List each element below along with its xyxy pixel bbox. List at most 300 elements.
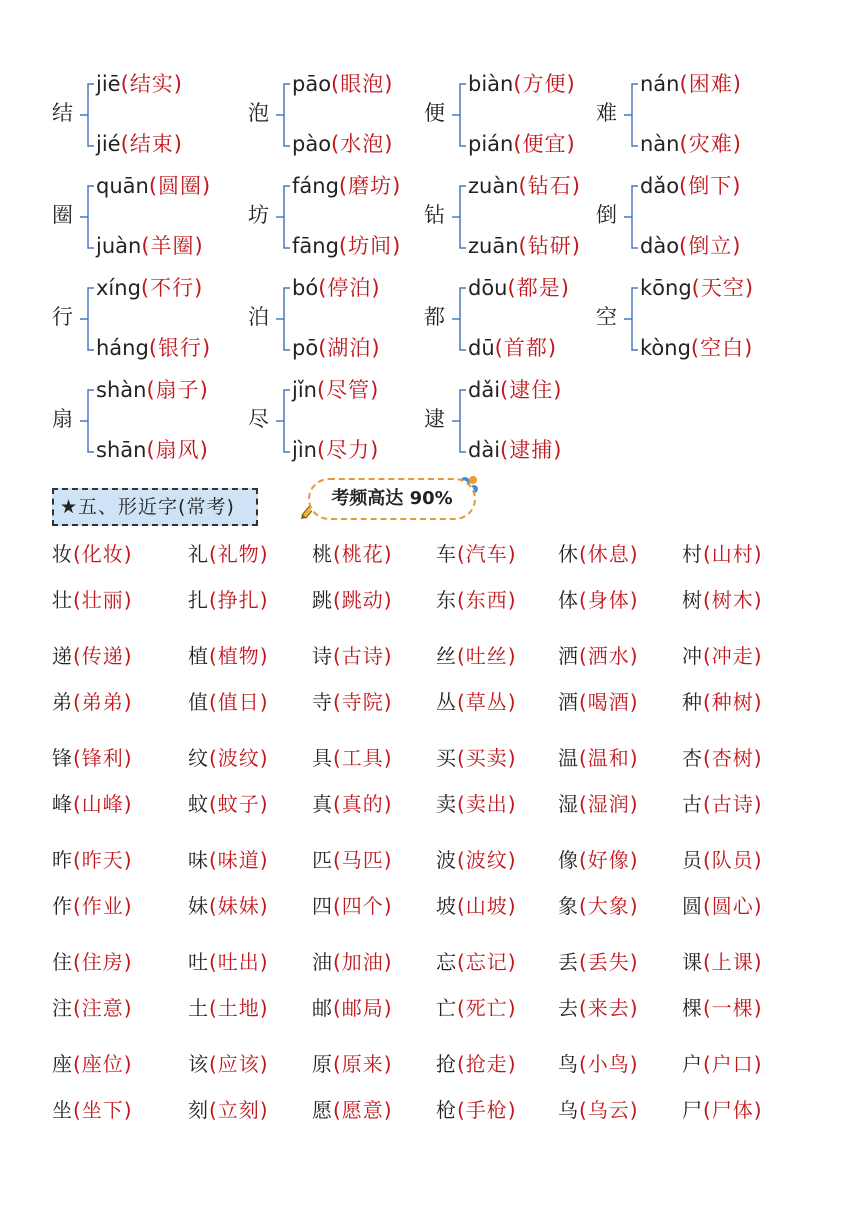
example-word: (汽车) (457, 542, 517, 566)
example-word: (结束) (120, 132, 183, 156)
example-word: (愿意) (333, 1098, 393, 1122)
example-word: (妹妹) (209, 894, 269, 918)
example-word: (植物) (209, 644, 269, 668)
similar-char-item (558, 1048, 639, 1077)
example-word: (杏树) (703, 746, 763, 770)
reading (468, 172, 581, 200)
example-word: (化妆) (73, 542, 133, 566)
similar-char-item (52, 890, 133, 919)
example-word: (圆圈) (148, 174, 212, 198)
reading (640, 232, 741, 260)
similar-char-item (312, 946, 393, 975)
reading (292, 334, 381, 362)
similar-char: 湿 (558, 792, 579, 816)
example-word: (波纹) (209, 746, 269, 770)
example-word: (邮局) (333, 996, 393, 1020)
reading (468, 274, 570, 302)
example-word: (桃花) (333, 542, 393, 566)
example-word: (逮捕) (500, 438, 563, 462)
pinyin: kōng (640, 276, 692, 300)
reading (96, 334, 211, 362)
pinyin: dài (468, 438, 501, 462)
similar-char: 坡 (436, 894, 457, 918)
similar-char: 该 (188, 1052, 209, 1076)
similar-char: 树 (682, 588, 703, 612)
polyphone-char: 扇 (52, 407, 73, 431)
similar-char: 丢 (558, 950, 579, 974)
example-word: (首都) (494, 336, 558, 360)
similar-char: 油 (312, 950, 333, 974)
polyphone-char: 逮 (424, 407, 445, 431)
example-word: (死亡) (457, 996, 517, 1020)
similar-char-item (558, 844, 639, 873)
similar-char-item (682, 1048, 763, 1077)
polyphone-group (52, 68, 242, 158)
polyphone-char: 坊 (248, 203, 269, 227)
example-word: (值日) (209, 690, 269, 714)
similar-char-item (312, 686, 393, 715)
similar-char-item (52, 946, 133, 975)
example-word: (寺院) (333, 690, 393, 714)
example-word: (工具) (333, 746, 393, 770)
similar-char: 洒 (558, 644, 579, 668)
example-word: (水泡) (331, 132, 394, 156)
similar-char-item (188, 992, 269, 1021)
similar-char: 棵 (682, 996, 703, 1020)
example-word: (不行) (140, 276, 204, 300)
similar-char-item (682, 844, 763, 873)
similar-char-item (312, 788, 393, 817)
bracket-icon (270, 374, 292, 464)
example-word: (扇子) (146, 378, 209, 402)
polyphone-char: 便 (424, 101, 445, 125)
polyphone-group (424, 68, 614, 158)
similar-char-item (188, 1048, 269, 1077)
example-word: (倒立) (679, 234, 742, 258)
example-word: (休息) (579, 542, 639, 566)
similar-char: 乌 (558, 1098, 579, 1122)
example-word: (尸体) (703, 1098, 763, 1122)
similar-char-item (436, 1048, 517, 1077)
example-word: (便宜) (513, 132, 576, 156)
pinyin: dǎi (468, 378, 501, 402)
pinyin: jìn (292, 438, 317, 462)
example-word: (山坡) (457, 894, 517, 918)
example-word: (上课) (703, 950, 763, 974)
polyphone-group (424, 272, 614, 362)
bracket-icon (618, 272, 640, 362)
reading (640, 334, 753, 362)
similar-char-item (52, 1094, 133, 1123)
example-word: (队员) (703, 848, 763, 872)
example-word: (昨天) (73, 848, 133, 872)
example-word: (湿润) (579, 792, 639, 816)
similar-char: 峰 (52, 792, 73, 816)
pinyin: pào (292, 132, 332, 156)
similar-char-item (558, 640, 639, 669)
similar-char: 吐 (188, 950, 209, 974)
similar-char-item (312, 584, 393, 613)
exam-frequency-badge: 考频高达 90% (308, 478, 476, 520)
polyphone-group (248, 68, 438, 158)
similar-char-item (188, 844, 269, 873)
similar-char: 诗 (312, 644, 333, 668)
example-word: (空白) (690, 336, 754, 360)
similar-char: 礼 (188, 542, 209, 566)
example-word: (钻石) (518, 174, 581, 198)
similar-char-item (558, 946, 639, 975)
similar-char: 户 (682, 1052, 703, 1076)
polyphone-char: 都 (424, 305, 445, 329)
reading (468, 376, 562, 404)
similar-char: 酒 (558, 690, 579, 714)
example-word: (湖泊) (318, 336, 381, 360)
similar-char: 跳 (312, 588, 333, 612)
polyphone-char: 难 (596, 101, 617, 125)
similar-char: 纹 (188, 746, 209, 770)
bracket-icon (270, 68, 292, 158)
polyphone-group (596, 170, 786, 260)
reading (96, 232, 204, 260)
example-word: (山峰) (73, 792, 133, 816)
pinyin: kòng (640, 336, 691, 360)
reading (292, 436, 379, 464)
similar-char: 蚊 (188, 792, 209, 816)
reading (292, 232, 401, 260)
similar-char-item (682, 742, 763, 771)
pinyin: pāo (292, 72, 332, 96)
reading (292, 376, 379, 404)
similar-char-item (436, 946, 517, 975)
example-word: (天空) (691, 276, 755, 300)
pinyin: jiē (96, 72, 121, 96)
similar-char: 坐 (52, 1098, 73, 1122)
similar-char: 古 (682, 792, 703, 816)
pinyin: fáng (292, 174, 339, 198)
similar-char: 东 (436, 588, 457, 612)
similar-char-item (312, 992, 393, 1021)
similar-char: 杏 (682, 746, 703, 770)
pinyin: pō (292, 336, 319, 360)
example-word: (手枪) (457, 1098, 517, 1122)
bracket-icon (74, 68, 96, 158)
pinyin: biàn (468, 72, 514, 96)
similar-char: 丝 (436, 644, 457, 668)
example-word: (坊间) (338, 234, 402, 258)
pinyin: zuàn (468, 174, 519, 198)
example-word: (圆心) (703, 894, 763, 918)
similar-char-item (312, 640, 393, 669)
similar-char-item (188, 538, 269, 567)
similar-char-item (558, 686, 639, 715)
similar-char: 休 (558, 542, 579, 566)
example-word: (加油) (333, 950, 393, 974)
example-word: (吐出) (209, 950, 269, 974)
example-word: (一棵) (703, 996, 763, 1020)
pinyin: háng (96, 336, 149, 360)
similar-char: 土 (188, 996, 209, 1020)
polyphone-char: 泡 (248, 101, 269, 125)
similar-char: 妹 (188, 894, 209, 918)
bracket-icon (74, 170, 96, 260)
pinyin: shān (96, 438, 147, 462)
similar-char: 寺 (312, 690, 333, 714)
similar-char-item (52, 538, 133, 567)
example-word: (四个) (333, 894, 393, 918)
similar-char: 锋 (52, 746, 73, 770)
example-word: (古诗) (333, 644, 393, 668)
example-word: (住房) (73, 950, 133, 974)
similar-char-item (52, 686, 133, 715)
similar-char: 课 (682, 950, 703, 974)
reading (292, 130, 393, 158)
bracket-icon (270, 272, 292, 362)
similar-char-item (682, 686, 763, 715)
example-word: (乌云) (579, 1098, 639, 1122)
reading (468, 334, 557, 362)
example-word: (坐下) (73, 1098, 133, 1122)
example-word: (户口) (703, 1052, 763, 1076)
similar-char: 值 (188, 690, 209, 714)
example-word: (古诗) (703, 792, 763, 816)
example-word: (冲走) (703, 644, 763, 668)
example-word: (好像) (579, 848, 639, 872)
example-word: (注意) (73, 996, 133, 1020)
similar-char: 卖 (436, 792, 457, 816)
similar-char: 注 (52, 996, 73, 1020)
bracket-icon (446, 68, 468, 158)
similar-char: 刻 (188, 1098, 209, 1122)
example-word: (结实) (120, 72, 183, 96)
similar-char-item (52, 992, 133, 1021)
example-word: (扇风) (146, 438, 209, 462)
reading (468, 436, 562, 464)
pinyin: fāng (292, 234, 339, 258)
similar-char-item (312, 742, 393, 771)
example-word: (土地) (209, 996, 269, 1020)
similar-char-item (188, 584, 269, 613)
example-word: (壮丽) (73, 588, 133, 612)
similar-char-item (312, 844, 393, 873)
similar-char: 体 (558, 588, 579, 612)
pinyin: nàn (640, 132, 680, 156)
polyphone-group (596, 272, 786, 362)
polyphone-char: 泊 (248, 305, 269, 329)
similar-char-item (558, 992, 639, 1021)
similar-char: 递 (52, 644, 73, 668)
example-word: (身体) (579, 588, 639, 612)
similar-char: 座 (52, 1052, 73, 1076)
example-word: (礼物) (209, 542, 269, 566)
similar-char: 四 (312, 894, 333, 918)
similar-char-item (188, 686, 269, 715)
example-word: (弟弟) (73, 690, 133, 714)
similar-char: 匹 (312, 848, 333, 872)
similar-char-item (436, 844, 517, 873)
pinyin: nán (640, 72, 680, 96)
similar-char: 鸟 (558, 1052, 579, 1076)
example-word: (真的) (333, 792, 393, 816)
similar-char-item (52, 742, 133, 771)
similar-char-item (188, 788, 269, 817)
similar-char-item (682, 584, 763, 613)
similar-char-item (682, 1094, 763, 1123)
example-word: (马匹) (333, 848, 393, 872)
similar-char: 波 (436, 848, 457, 872)
example-word: (草丛) (457, 690, 517, 714)
similar-char: 妆 (52, 542, 73, 566)
similar-char-item (188, 1094, 269, 1123)
similar-char: 植 (188, 644, 209, 668)
similar-char: 员 (682, 848, 703, 872)
reading (96, 70, 183, 98)
similar-char: 桃 (312, 542, 333, 566)
similar-char: 枪 (436, 1098, 457, 1122)
similar-char-item (188, 640, 269, 669)
similar-char: 尸 (682, 1098, 703, 1122)
reading (292, 70, 393, 98)
example-word: (倒下) (679, 174, 742, 198)
similar-char: 忘 (436, 950, 457, 974)
reading (640, 70, 742, 98)
similar-char: 邮 (312, 996, 333, 1020)
example-word: (丢失) (579, 950, 639, 974)
polyphone-char: 尽 (248, 407, 269, 431)
pinyin: shàn (96, 378, 147, 402)
similar-char: 原 (312, 1052, 333, 1076)
example-word: (磨坊) (338, 174, 402, 198)
polyphone-group (248, 374, 438, 464)
example-word: (停泊) (318, 276, 381, 300)
pinyin: dū (468, 336, 495, 360)
reading (468, 232, 581, 260)
reading (468, 130, 576, 158)
polyphone-char: 行 (52, 305, 73, 329)
bracket-icon (446, 170, 468, 260)
polyphone-group (248, 272, 438, 362)
pinyin: dǎo (640, 174, 680, 198)
bracket-icon (74, 272, 96, 362)
polyphone-group (424, 170, 614, 260)
similar-char-item (436, 742, 517, 771)
bracket-icon (270, 170, 292, 260)
pinyin: dōu (468, 276, 508, 300)
similar-char: 作 (52, 894, 73, 918)
similar-char: 圆 (682, 894, 703, 918)
pinyin: xíng (96, 276, 141, 300)
similar-char: 壮 (52, 588, 73, 612)
similar-char-item (188, 890, 269, 919)
example-word: (波纹) (457, 848, 517, 872)
reading (640, 130, 742, 158)
example-word: (跳动) (333, 588, 393, 612)
similar-char-item (52, 1048, 133, 1077)
example-word: (羊圈) (141, 234, 204, 258)
similar-char-item (558, 538, 639, 567)
similar-char: 温 (558, 746, 579, 770)
pinyin: jǐn (292, 378, 317, 402)
reading (292, 172, 401, 200)
example-word: (应该) (209, 1052, 269, 1076)
similar-char: 丛 (436, 690, 457, 714)
similar-char-item (436, 538, 517, 567)
example-word: (温和) (579, 746, 639, 770)
example-word: (喝酒) (579, 690, 639, 714)
similar-char: 弟 (52, 690, 73, 714)
similar-char: 扎 (188, 588, 209, 612)
similar-char-item (682, 640, 763, 669)
example-word: (蚊子) (209, 792, 269, 816)
similar-char-item (436, 640, 517, 669)
similar-char-item (558, 890, 639, 919)
pinyin: zuān (468, 234, 519, 258)
example-word: (灾难) (679, 132, 742, 156)
pinyin: pián (468, 132, 514, 156)
example-word: (味道) (209, 848, 269, 872)
reading (96, 274, 203, 302)
polyphone-group (52, 374, 242, 464)
similar-char: 具 (312, 746, 333, 770)
similar-char: 象 (558, 894, 579, 918)
example-word: (吐丝) (457, 644, 517, 668)
example-word: (东西) (457, 588, 517, 612)
bracket-icon (446, 374, 468, 464)
similar-char-item (682, 538, 763, 567)
similar-char-item (436, 1094, 517, 1123)
similar-char-item (188, 946, 269, 975)
example-word: (尽管) (316, 378, 380, 402)
example-word: (洒水) (579, 644, 639, 668)
similar-char-item (558, 584, 639, 613)
section-title: ★五、形近字(常考) (52, 488, 258, 526)
example-word: (座位) (73, 1052, 133, 1076)
example-word: (卖出) (457, 792, 517, 816)
reading (292, 274, 381, 302)
similar-char-item (558, 1094, 639, 1123)
reading (96, 436, 209, 464)
similar-char-item (436, 788, 517, 817)
example-word: (抢走) (457, 1052, 517, 1076)
reading (96, 130, 183, 158)
similar-char: 愿 (312, 1098, 333, 1122)
polyphone-char: 钻 (424, 203, 445, 227)
example-word: (来去) (579, 996, 639, 1020)
similar-char: 味 (188, 848, 209, 872)
example-word: (小鸟) (579, 1052, 639, 1076)
similar-char-item (52, 640, 133, 669)
similar-char-item (436, 992, 517, 1021)
similar-char-item (52, 788, 133, 817)
similar-char: 去 (558, 996, 579, 1020)
similar-char: 冲 (682, 644, 703, 668)
reading (96, 376, 209, 404)
similar-char-item (436, 584, 517, 613)
similar-char: 像 (558, 848, 579, 872)
polyphone-group (248, 170, 438, 260)
polyphone-group (596, 68, 786, 158)
reading (96, 172, 211, 200)
pinyin: bó (292, 276, 319, 300)
example-word: (方便) (513, 72, 576, 96)
example-word: (原来) (333, 1052, 393, 1076)
similar-char-item (682, 992, 763, 1021)
polyphone-group (52, 272, 242, 362)
polyphone-char: 空 (596, 305, 617, 329)
example-word: (作业) (73, 894, 133, 918)
example-word: (山村) (703, 542, 763, 566)
similar-char-item (52, 584, 133, 613)
example-word: (立刻) (209, 1098, 269, 1122)
